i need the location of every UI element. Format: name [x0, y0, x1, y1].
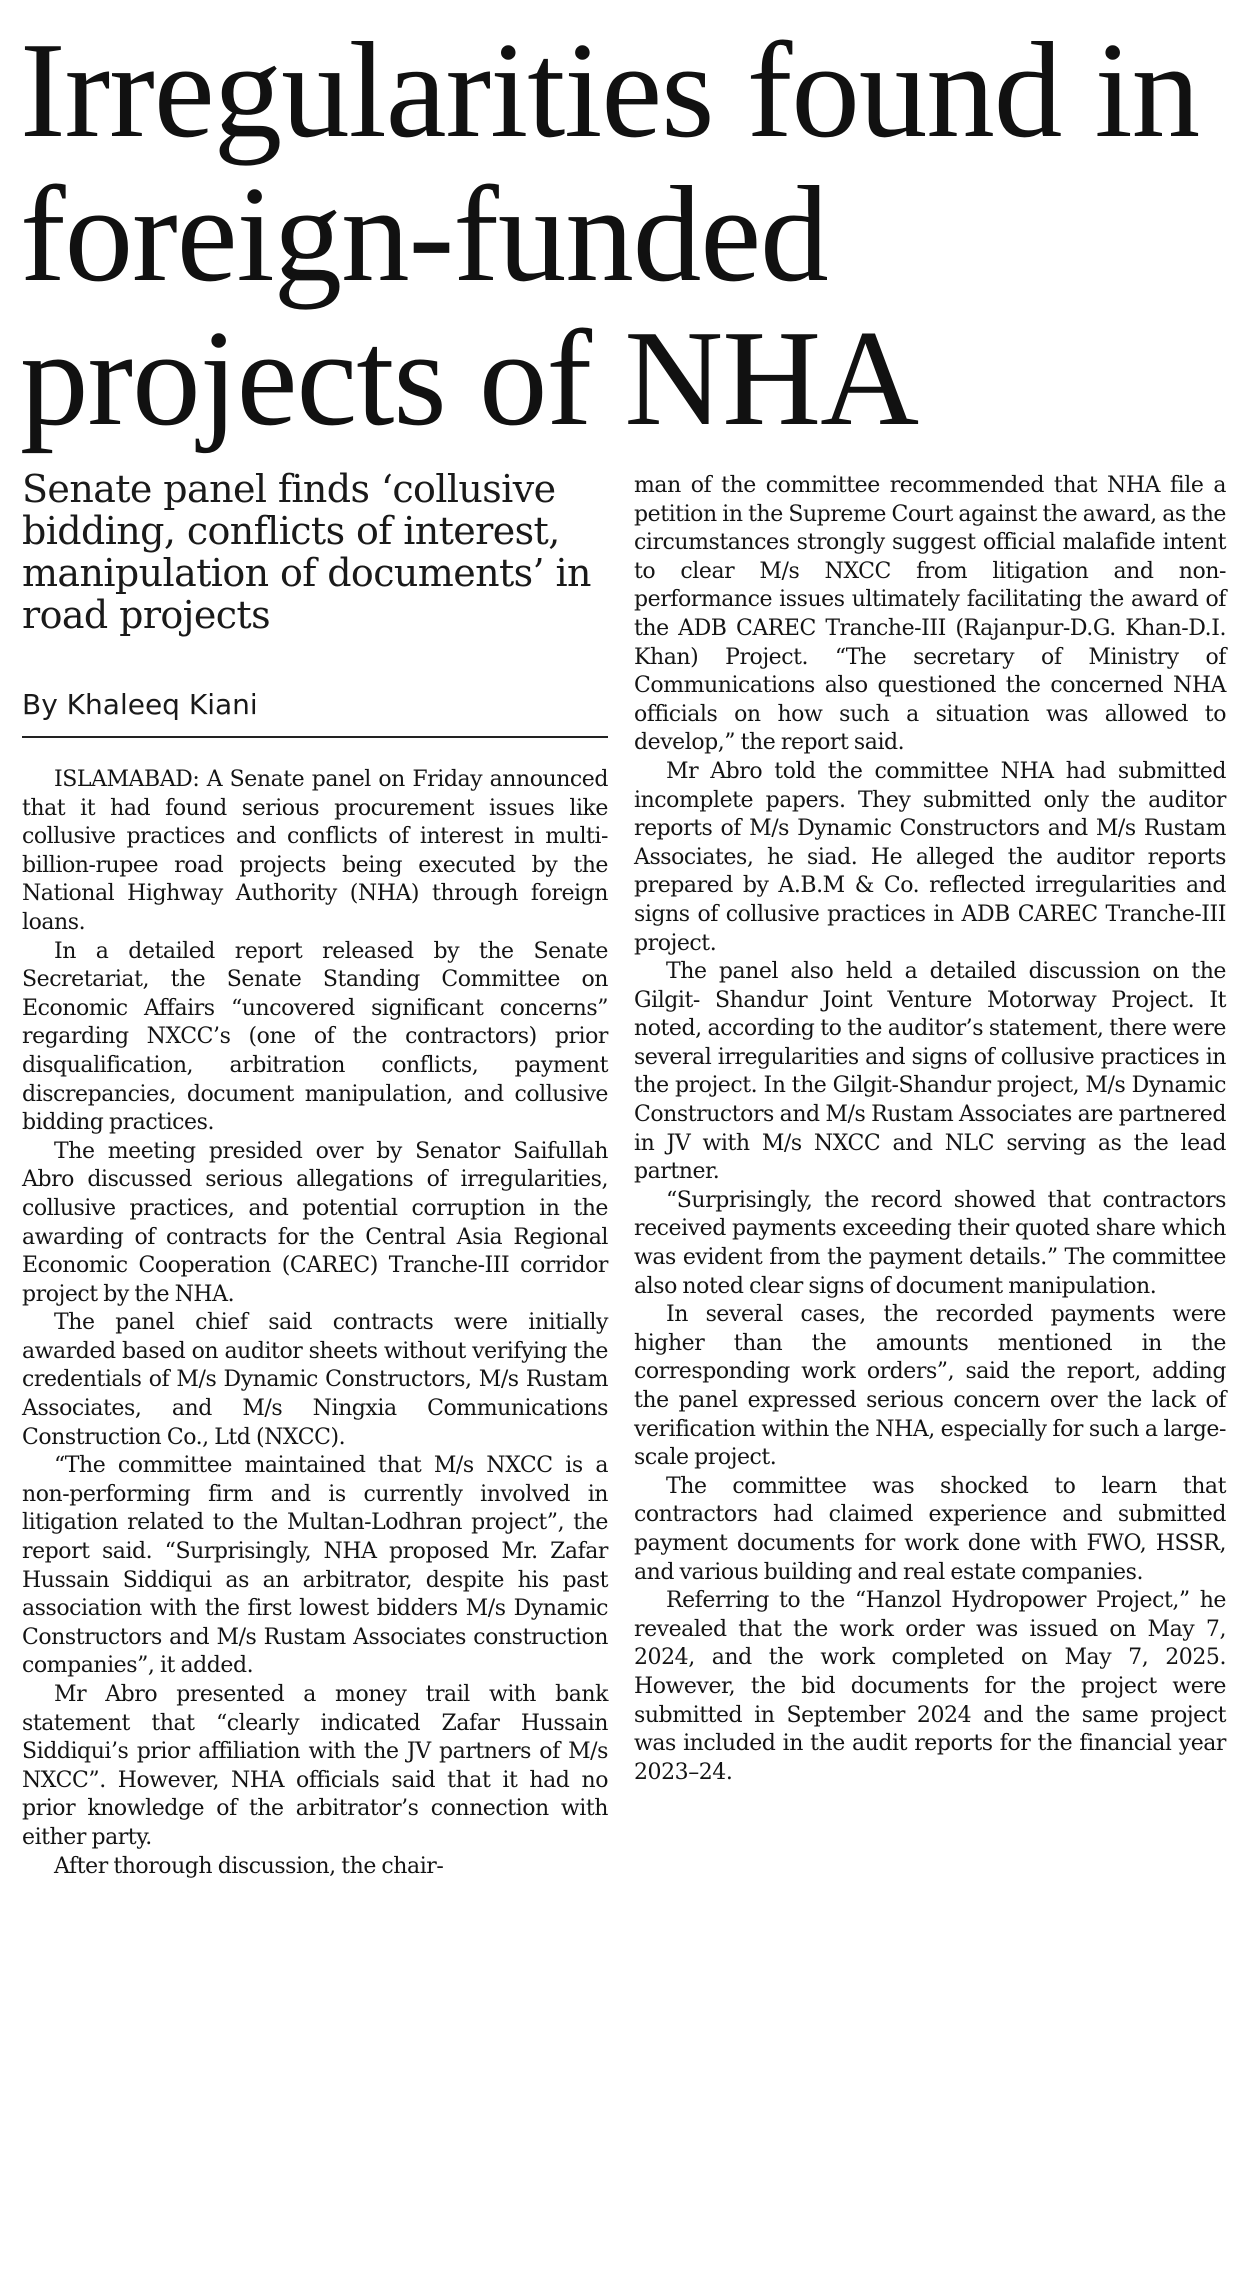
paragraph: Mr Abro presented a money trail with bank statement that “clearly indicated Zafar Hussain Siddiqui’s prior affiliation with the JV partners of M/s NXCC”. However, NHA officials said that it had no prior knowledge of the arbitrator’s connection with either party. [22, 1682, 608, 1850]
paragraph-continuation: man of the committee recommended that NHA file a petition in the Supreme Court against the award, as the circumstances strongly suggest official malafide intent to clear M/s NXCC from litigation and non-performance issues ultimately facilitating the award of the ADB CAREC Tranche-III (Rajanpur-D.G. Khan-D.I. Khan) Project. “The secretary of Ministry of Communications also questioned the concerned NHA officials on how such a situation was allowed to develop,” the report said. [634, 473, 1226, 756]
paragraph: Referring to the “Hanzol Hydropower Project,” he revealed that the work order was issued on May 7, 2024, and the work completed on May 7, 2025. However, the bid documents for the project were submitted in September 2024 and the same project was included in the audit reports for the financial year 2023–24. [634, 1588, 1226, 1785]
paragraph: The panel chief said contracts were initially awarded based on auditor sheets without verifying the credentials of M/s Dynamic Constructors, M/s Rustam Associates, and M/s Ningxia Communications Construction Co., Ltd (NXCC). [22, 1310, 608, 1450]
left-column [22, 468, 608, 1881]
paragraph: ISLAMABAD: A Senate panel on Friday announced that it had found serious procurement issues like collusive practices and conflicts of interest in multi-billion-rupee road projects being executed by the National Highway Authority (NHA) through foreign loans. [22, 767, 608, 935]
paragraph: In a detailed report released by the Senate Secretariat, the Senate Standing Committee on Economic Affairs “uncovered significant concerns” regarding NXCC’s (one of the contractors) prior disqualification, arbitration conflicts, payment discrepancies, document manipulation, and collusive bidding practices. [22, 938, 608, 1136]
paragraph: The meeting presided over by Senator Saifullah Abro discussed serious allegations of irregularities, collusive practices, and potential corruption in the awarding of contracts for the Central Asia Regional Economic Cooperation (CAREC) Tranche-III corridor project by the NHA. [22, 1138, 608, 1307]
paragraph: In several cases, the recorded payments were higher than the amounts mentioned in the corresponding work orders”, said the report, adding the panel expressed serious concern over the lack of verification within the NHA, especially for such a large-scale project. [634, 1302, 1226, 1471]
byline: By Khaleeq Kiani [22, 688, 608, 738]
paragraph: The committee was shocked to learn that contractors had claimed experience and submitted payment documents for work done with FWO, HSSR, and various building and real estate companies. [634, 1473, 1226, 1585]
right-column [634, 472, 1226, 1787]
paragraph: “Surprisingly, the record showed that contractors received payments exceeding their quoted share which was evident from the payment details.” The committee also noted clear signs of document manipulation. [634, 1187, 1226, 1299]
paragraph: After thorough discussion, the chair- [54, 1853, 444, 1879]
paragraph: Mr Abro told the committee NHA had submitted incomplete papers. They submitted only the auditor reports of M/s Dynamic Constructors and M/s Rustam Associates, he siad. He alleged the auditor reports prepared by A.B.M & Co. reflected irregularities and signs of collusive practices in ADB CAREC Tranche-III project. [634, 758, 1226, 956]
headline: Irregularities found in foreign-funded projects of NHA [20, 14, 1200, 454]
paragraph: The panel also held a detailed discussion on the Gilgit- Shandur Joint Venture Motorway Project. It noted, according to the auditor’s statement, there were several irregularities and signs of collusive practices in the project. In the Gilgit-Shandur project, M/s Dynamic Constructors and M/s Rustam Associates are partnered in JV with M/s NXCC and NLC serving as the lead partner. [634, 959, 1226, 1185]
left-body [22, 766, 608, 1881]
paragraph: “The committee maintained that M/s NXCC is a non-performing firm and is currently involved in litigation related to the Multan-Lodhran project”, the report said. “Surprisingly, NHA proposed Mr. Zafar Hussain Siddiqui as an arbitrator, despite his past association with the first lowest bidders M/s Dynamic Constructors and M/s Rustam Associates construction companies”, it added. [22, 1453, 608, 1679]
subheadline: Senate panel finds ‘collusive bidding, conflicts of interest, manipulation of documents’ in road projects [22, 467, 591, 637]
